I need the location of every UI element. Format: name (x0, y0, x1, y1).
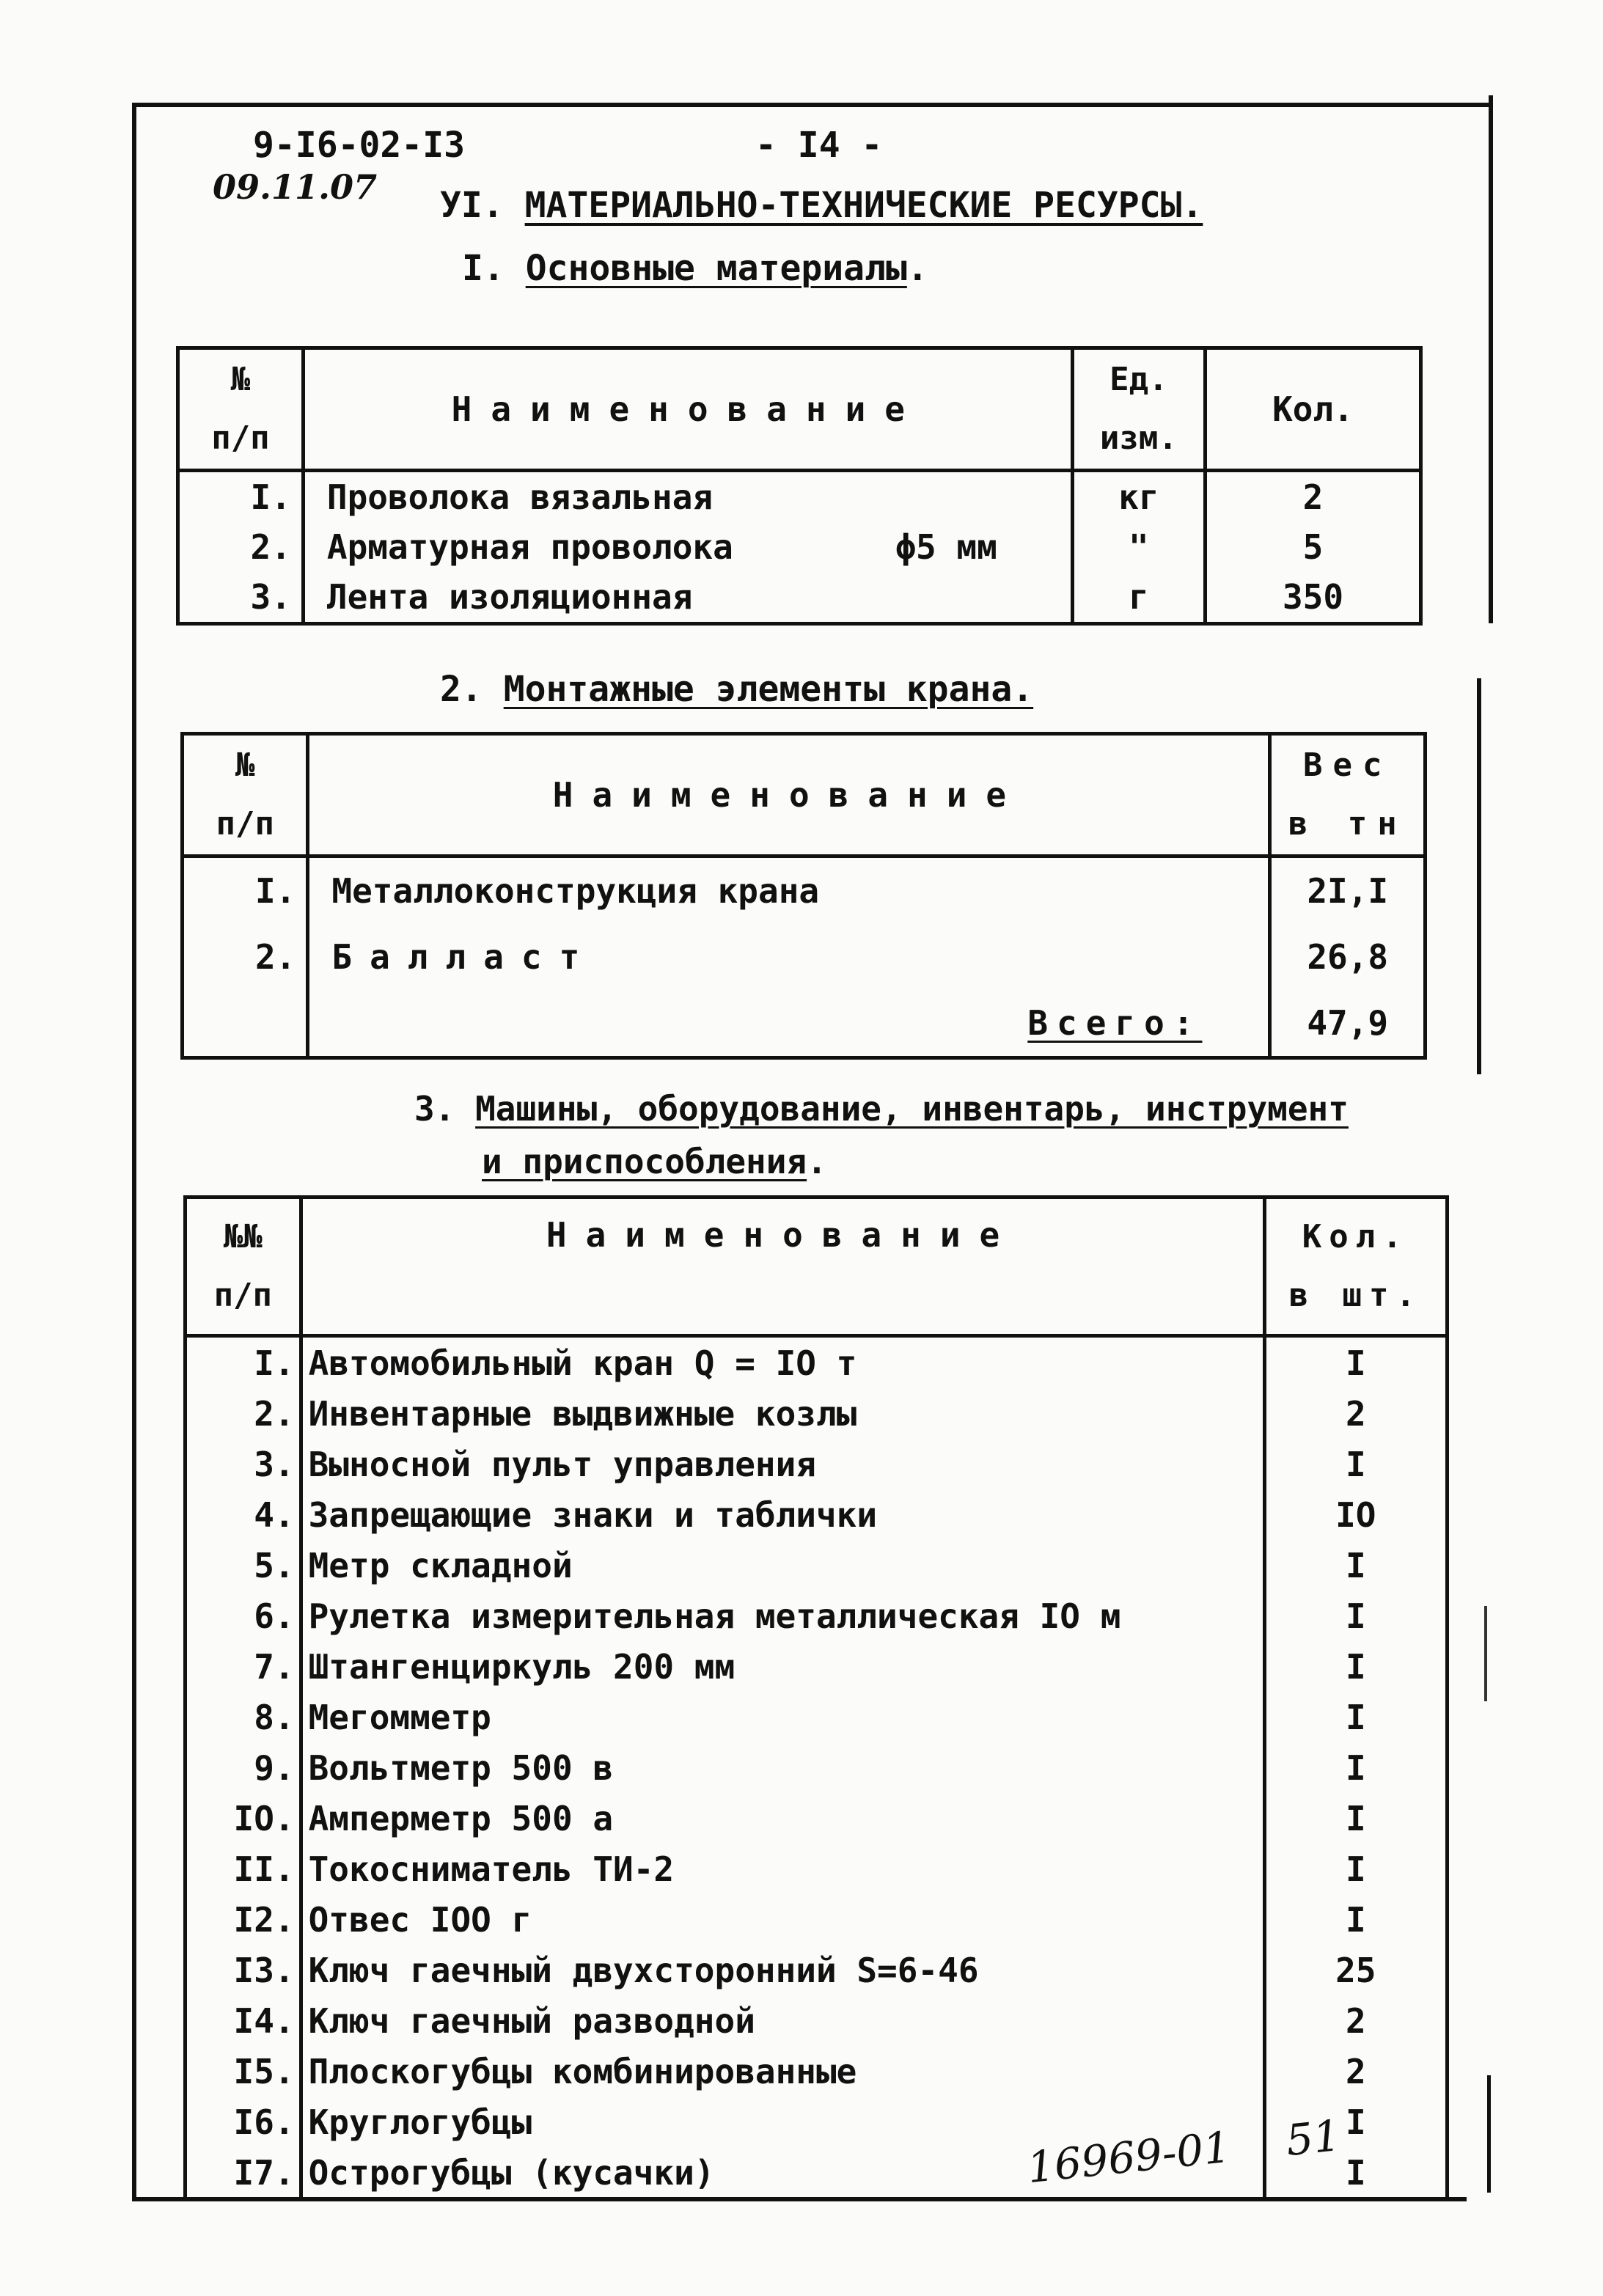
handwritten-ref-page: 51 (1283, 2110, 1343, 2166)
table-row (183, 990, 1426, 1058)
equipment-title-end: . (807, 1142, 827, 1181)
row-num: 3. (186, 1439, 301, 1489)
col-header-name-text: Наименование (451, 389, 925, 429)
row-num: I. (183, 857, 308, 925)
row-name: Металлоконструкция крана (308, 857, 1270, 925)
row-name: Лента изоляционная (303, 572, 1072, 624)
row-num: 4. (186, 1489, 301, 1540)
table-row (178, 522, 1421, 572)
col-header-qty: Кол. в шт. (1264, 1197, 1447, 1336)
handwritten-date: 09.11.07 (213, 167, 378, 207)
row-qty: I (1264, 1692, 1447, 1742)
row-qty: I (1264, 1742, 1447, 1793)
row-name: Ключ гаечный разводной (301, 1995, 1264, 2046)
col-header-unit: Ед. изм. (1072, 348, 1205, 471)
table-row (186, 1793, 1448, 1844)
row-weight: 2I,I (1270, 857, 1426, 925)
equipment-title-line1: Машины, оборудование, инвентарь, инструмент (475, 1089, 1349, 1129)
row-num: II. (186, 1844, 301, 1894)
row-num: I5. (186, 2046, 301, 2097)
row-num: I. (186, 1336, 301, 1389)
row-qty: I (1264, 1894, 1447, 1945)
row-num: I2. (186, 1894, 301, 1945)
col-header-name (301, 1197, 1264, 1336)
row-name: Метр складной (301, 1540, 1264, 1591)
table-header-row (186, 1197, 1448, 1336)
row-qty: 2 (1264, 1388, 1447, 1439)
table-row (186, 1692, 1448, 1742)
doc-code: 9-I6-02-I3 (253, 125, 465, 166)
materials-heading (462, 248, 928, 289)
col-header-name-text: Наименование (546, 1215, 1019, 1255)
total-label-cell (308, 990, 1270, 1058)
row-qty: I (1264, 2097, 1447, 2147)
row-num: I3. (186, 1945, 301, 1995)
row-name: Ключ гаечный двухсторонний S=6-46 (301, 1945, 1264, 1995)
materials-number: I. (462, 248, 505, 289)
empty-cell (183, 990, 308, 1058)
total-label: Всего: (1027, 1003, 1203, 1043)
row-name: Амперметр 500 а (301, 1793, 1264, 1844)
row-qty: 25 (1264, 1945, 1447, 1995)
frame-right-line (1477, 678, 1481, 1074)
frame-right-line (1484, 1606, 1487, 1701)
table-row (186, 1489, 1448, 1540)
total-value: 47,9 (1270, 990, 1426, 1058)
table-row (183, 924, 1426, 990)
row-name: Проволока вязальная (303, 471, 1072, 523)
row-qty: 350 (1205, 572, 1420, 624)
col-header-num: № п/п (178, 348, 304, 471)
crane-elements-heading (440, 669, 1033, 710)
frame-left-line (132, 103, 136, 2201)
section-number: УI. (440, 185, 504, 226)
equipment-title-line2: и приспособления (482, 1142, 807, 1181)
row-num: 6. (186, 1591, 301, 1641)
materials-table (176, 346, 1423, 626)
row-num: I. (178, 471, 304, 523)
table-row (186, 1336, 1448, 1389)
row-num: 3. (178, 572, 304, 624)
row-name: Токосниматель ТИ-2 (301, 1844, 1264, 1894)
row-num: I7. (186, 2147, 301, 2200)
table-row (186, 1641, 1448, 1692)
table-row (178, 572, 1421, 624)
row-name: Выносной пульт управления (301, 1439, 1264, 1489)
row-name: Запрещающие знаки и таблички (301, 1489, 1264, 1540)
section-heading (440, 185, 1203, 226)
table-row (186, 1439, 1448, 1489)
table-row (186, 1388, 1448, 1439)
row-name: Вольтметр 500 в (301, 1742, 1264, 1793)
row-qty: 2 (1264, 1995, 1447, 2046)
row-name: Инвентарные выдвижные козлы (301, 1388, 1264, 1439)
frame-right-line (1489, 95, 1493, 623)
crane-elements-title: Монтажные элементы крана. (503, 669, 1034, 710)
row-qty: IO (1264, 1489, 1447, 1540)
row-name: Штангенциркуль 200 мм (301, 1641, 1264, 1692)
row-name: Круглогубцы (301, 2097, 1264, 2147)
frame-top-line (132, 103, 1489, 107)
row-num: 8. (186, 1692, 301, 1742)
row-qty: I (1264, 1336, 1447, 1389)
crane-elements-number: 2. (440, 669, 483, 710)
table-row (183, 857, 1426, 925)
row-num: 7. (186, 1641, 301, 1692)
col-header-name-text: Наименование (552, 775, 1026, 815)
row-name: Рулетка измерительная металлическая IO м (301, 1591, 1264, 1641)
row-name: Плоскогубцы комбинированные (301, 2046, 1264, 2097)
row-name: Автомобильный кран Q = IO т (301, 1336, 1264, 1389)
row-qty: I (1264, 1540, 1447, 1591)
table-header-row (183, 734, 1426, 857)
row-qty: 2 (1205, 471, 1420, 523)
row-num: 5. (186, 1540, 301, 1591)
row-num: I4. (186, 1995, 301, 2046)
frame-right-line (1487, 2075, 1491, 2193)
crane-elements-table (180, 732, 1427, 1060)
row-unit: кг (1072, 471, 1205, 523)
col-header-name (303, 348, 1072, 471)
table-row (186, 1591, 1448, 1641)
col-header-num: №№ п/п (186, 1197, 301, 1336)
row-unit: " (1072, 522, 1205, 572)
row-qty: 2 (1264, 2046, 1447, 2097)
row-qty: 5 (1205, 522, 1420, 572)
row-qty: I (1264, 1793, 1447, 1844)
col-header-weight: Вес в тн (1270, 734, 1426, 857)
col-header-qty: Кол. (1205, 348, 1420, 471)
row-num: 2. (183, 924, 308, 990)
row-weight: 26,8 (1270, 924, 1426, 990)
row-qty: I (1264, 1439, 1447, 1489)
equipment-table (183, 1195, 1449, 2201)
equipment-number: 3. (414, 1089, 455, 1129)
col-header-name (308, 734, 1270, 857)
col-header-num: № п/п (183, 734, 308, 857)
table-header-row (178, 348, 1421, 471)
row-qty: I (1264, 1591, 1447, 1641)
page-number: - I4 - (755, 125, 883, 166)
table-row (178, 471, 1421, 523)
row-num: IO. (186, 1793, 301, 1844)
row-name: Мегомметр (301, 1692, 1264, 1742)
row-num: 2. (178, 522, 304, 572)
row-qty: I (1264, 1641, 1447, 1692)
materials-title: Основные материалы (525, 248, 907, 289)
table-row (186, 1844, 1448, 1894)
table-row (186, 2046, 1448, 2097)
equipment-heading (414, 1082, 1349, 1188)
section-title: МАТЕРИАЛЬНО-ТЕХНИЧЕСКИЕ РЕСУРСЫ. (524, 185, 1203, 226)
table-row (186, 1995, 1448, 2046)
row-name: Острогубцы (кусачки) (301, 2147, 1264, 2200)
row-unit: г (1072, 572, 1205, 624)
row-name: Балласт (308, 924, 1270, 990)
row-name: Отвес IOO г (301, 1894, 1264, 1945)
row-qty: I (1264, 2147, 1447, 2200)
table-row (186, 1540, 1448, 1591)
table-row (186, 1894, 1448, 1945)
table-row (186, 1742, 1448, 1793)
row-num: I6. (186, 2097, 301, 2147)
handwritten-ref-number: 16969-01 (1024, 2121, 1233, 2193)
row-num: 9. (186, 1742, 301, 1793)
table-row (186, 1945, 1448, 1995)
row-num: 2. (186, 1388, 301, 1439)
materials-title-end: . (906, 248, 928, 289)
row-name: Арматурная проволока ϕ5 мм (303, 522, 1072, 572)
row-qty: I (1264, 1844, 1447, 1894)
